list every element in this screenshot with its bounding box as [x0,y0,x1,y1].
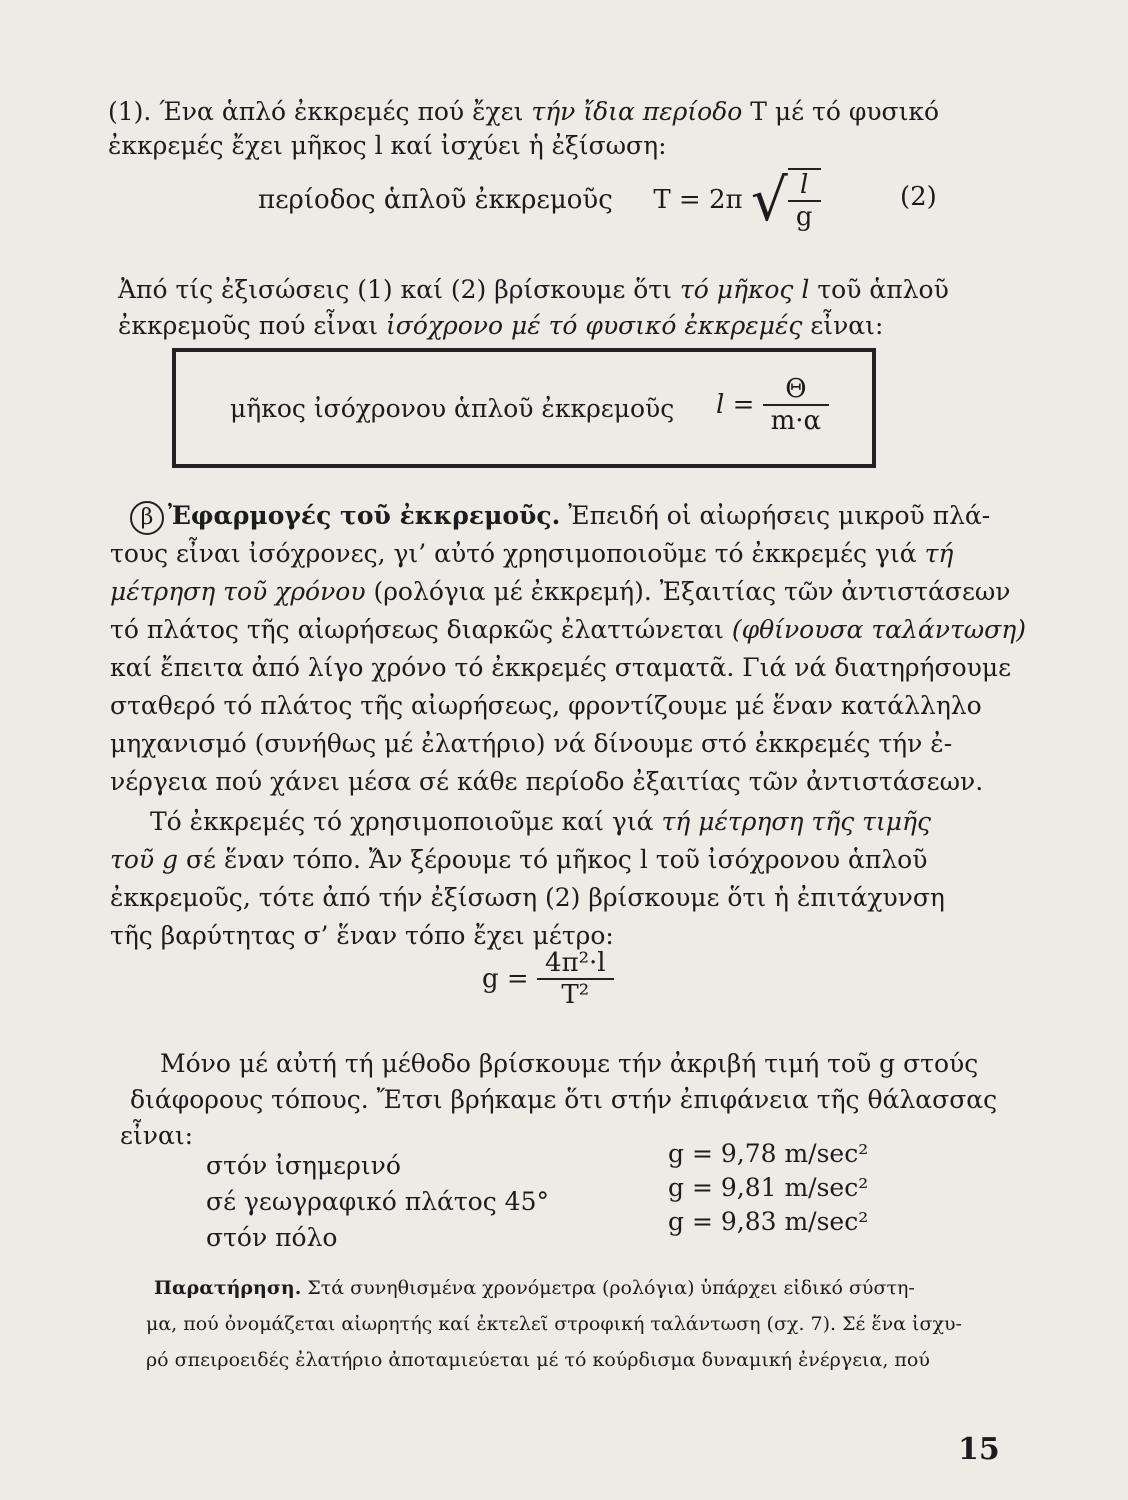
note-line-2: μα, πού ὀνομάζεται αἰωρητής καί ἐκτελεῖ στροφική ταλάντωση (σχ. 7). Σέ ἕνα ἰσχυ- [146,1313,962,1335]
paragraph-applications-line-6: σταθερό τό πλάτος τῆς αἰωρήσεως, φροντίζουμε μέ ἕναν κατάλληλο [110,691,982,720]
square-root: √ $\frac{l}{g}$ [751,168,821,232]
section-beta-marker: β [130,501,164,535]
text-line-2: ἐκκρεμές ἔχει μῆκος l καί ἰσχύει ἡ ἐξίσωση: [108,131,667,160]
text-line-3: Ἀπό τίς ἐξισώσεις (1) καί (2) βρίσκουμε ὅτι τό μῆκος l τοῦ ἁπλοῦ [118,275,949,304]
gravity-formula: g = $\frac{\text{4π²·l}}{\text{T²}}$ [482,948,614,1010]
period-label: περίοδος ἁπλοῦ ἐκκρεμοῦς [258,185,613,215]
paragraph-applications-line-3: μέτρηση τοῦ χρόνου (ρολόγια μέ ἐκκρεμή). Ἐξαιτίας τῶν ἀντιστάσεων [110,577,1011,606]
paragraph-measure-line-3: ἐκκρεμοῦς, τότε ἀπό τήν ἐξίσωση (2) βρίσκουμε ὅτι ἡ ἐπιτάχυνση [110,883,945,912]
note-heading: Παρατήρηση. [154,1277,302,1299]
place-pole: στόν πόλο [206,1223,338,1252]
note-line-3: ρό σπειροειδές ἐλατήριο ἀποταμιεύεται μέ τό κούρδισμα δυναμική ἐνέργεια, πού [146,1349,930,1371]
paragraph-applications-line-7: μηχανισμό (συνήθως μέ ἐλατήριο) νά δίνουμε στό ἐκκρεμές τήν ἐ- [110,729,953,758]
box-formula: l = $\frac{\Theta}{m\cdot\alpha}$ [716,374,829,436]
paragraph-measure-line-1: Τό ἐκκρεμές τό χρησιμοποιοῦμε καί γιά τή μέτρηση τῆς τιμῆς [150,807,931,836]
period-formula [258,168,821,232]
text-line-1: (1). Ένα ἁπλό ἐκκρεμές πού ἔχει τήν ἴδια περίοδο T μέ τό φυσικό [108,97,940,126]
paragraph-method-line-3: εἶναι: [120,1121,194,1150]
paragraph-applications-line-2: τους εἶναι ἰσόχρονες, γι’ αὐτό χρησιμοποιοῦμε τό ἐκκρεμές γιά τή [110,539,954,568]
box-label: μῆκος ἰσόχρονου ἁπλοῦ ἐκκρεμοῦς [230,394,675,423]
text-line-4: ἐκκρεμοῦς πού εἶναι ἰσόχρονο μέ τό φυσικό ἐκκρεμές εἶναι: [118,311,884,340]
paragraph-applications-line-5: καί ἔπειτα ἀπό λίγο χρόνο τό ἐκκρεμές σταματᾶ. Γιά νά διατηρήσουμε [110,653,1012,682]
paragraph-method-line-2: διάφορους τόπους. Ἔτσι βρήκαμε ὅτι στήν ἐπιφάνεια τῆς θάλασσας [130,1085,998,1114]
paragraph-method-line-1: Μόνο μέ αὐτή τή μέθοδο βρίσκουμε τήν ἀκριβή τιμή τοῦ g στούς [160,1049,979,1078]
note-line-1: Παρατήρηση. Στά συνηθισμένα χρονόμετρα (ρολόγια) ὑπάρχει εἰδικό σύστη- [154,1277,915,1299]
value-equator: g = 9,78 m/sec² [668,1139,869,1168]
paragraph-measure-line-2: τοῦ g σέ ἕναν τόπο. Ἄν ξέρουμε τό μῆκος l τοῦ ἰσόχρονου ἁπλοῦ [110,845,928,874]
isochronous-length-box [172,348,876,468]
period-lhs: T = 2π [653,185,743,215]
value-pole: g = 9,83 m/sec² [668,1207,869,1236]
place-equator: στόν ἰσημερινό [206,1151,401,1180]
paragraph-measure-line-4: τῆς βαρύτητας σ’ ἕναν τόπο ἔχει μέτρο: [110,921,614,950]
paragraph-applications-line-1: β Ἐφαρμογές τοῦ ἐκκρεμοῦς. Ἐπειδή οἱ αἰωρήσεις μικροῦ πλά- [130,500,990,535]
paragraph-applications-line-8: νέργεια πού χάνει μέσα σέ κάθε περίοδο ἐξαιτίας τῶν ἀντιστάσεων. [110,767,984,796]
equation-tag-2: (2) [900,182,937,212]
value-latitude-45: g = 9,81 m/sec² [668,1173,869,1202]
page-number: 15 [958,1432,1000,1467]
paragraph-applications-line-4: τό πλάτος τῆς αἰωρήσεως διαρκῶς ἐλαττώνεται (φθίνουσα ταλάντωση) [110,615,1026,644]
section-heading: Ἐφαρμογές τοῦ ἐκκρεμοῦς. [168,501,561,530]
place-latitude-45: σέ γεωγραφικό πλάτος 45° [206,1187,549,1216]
